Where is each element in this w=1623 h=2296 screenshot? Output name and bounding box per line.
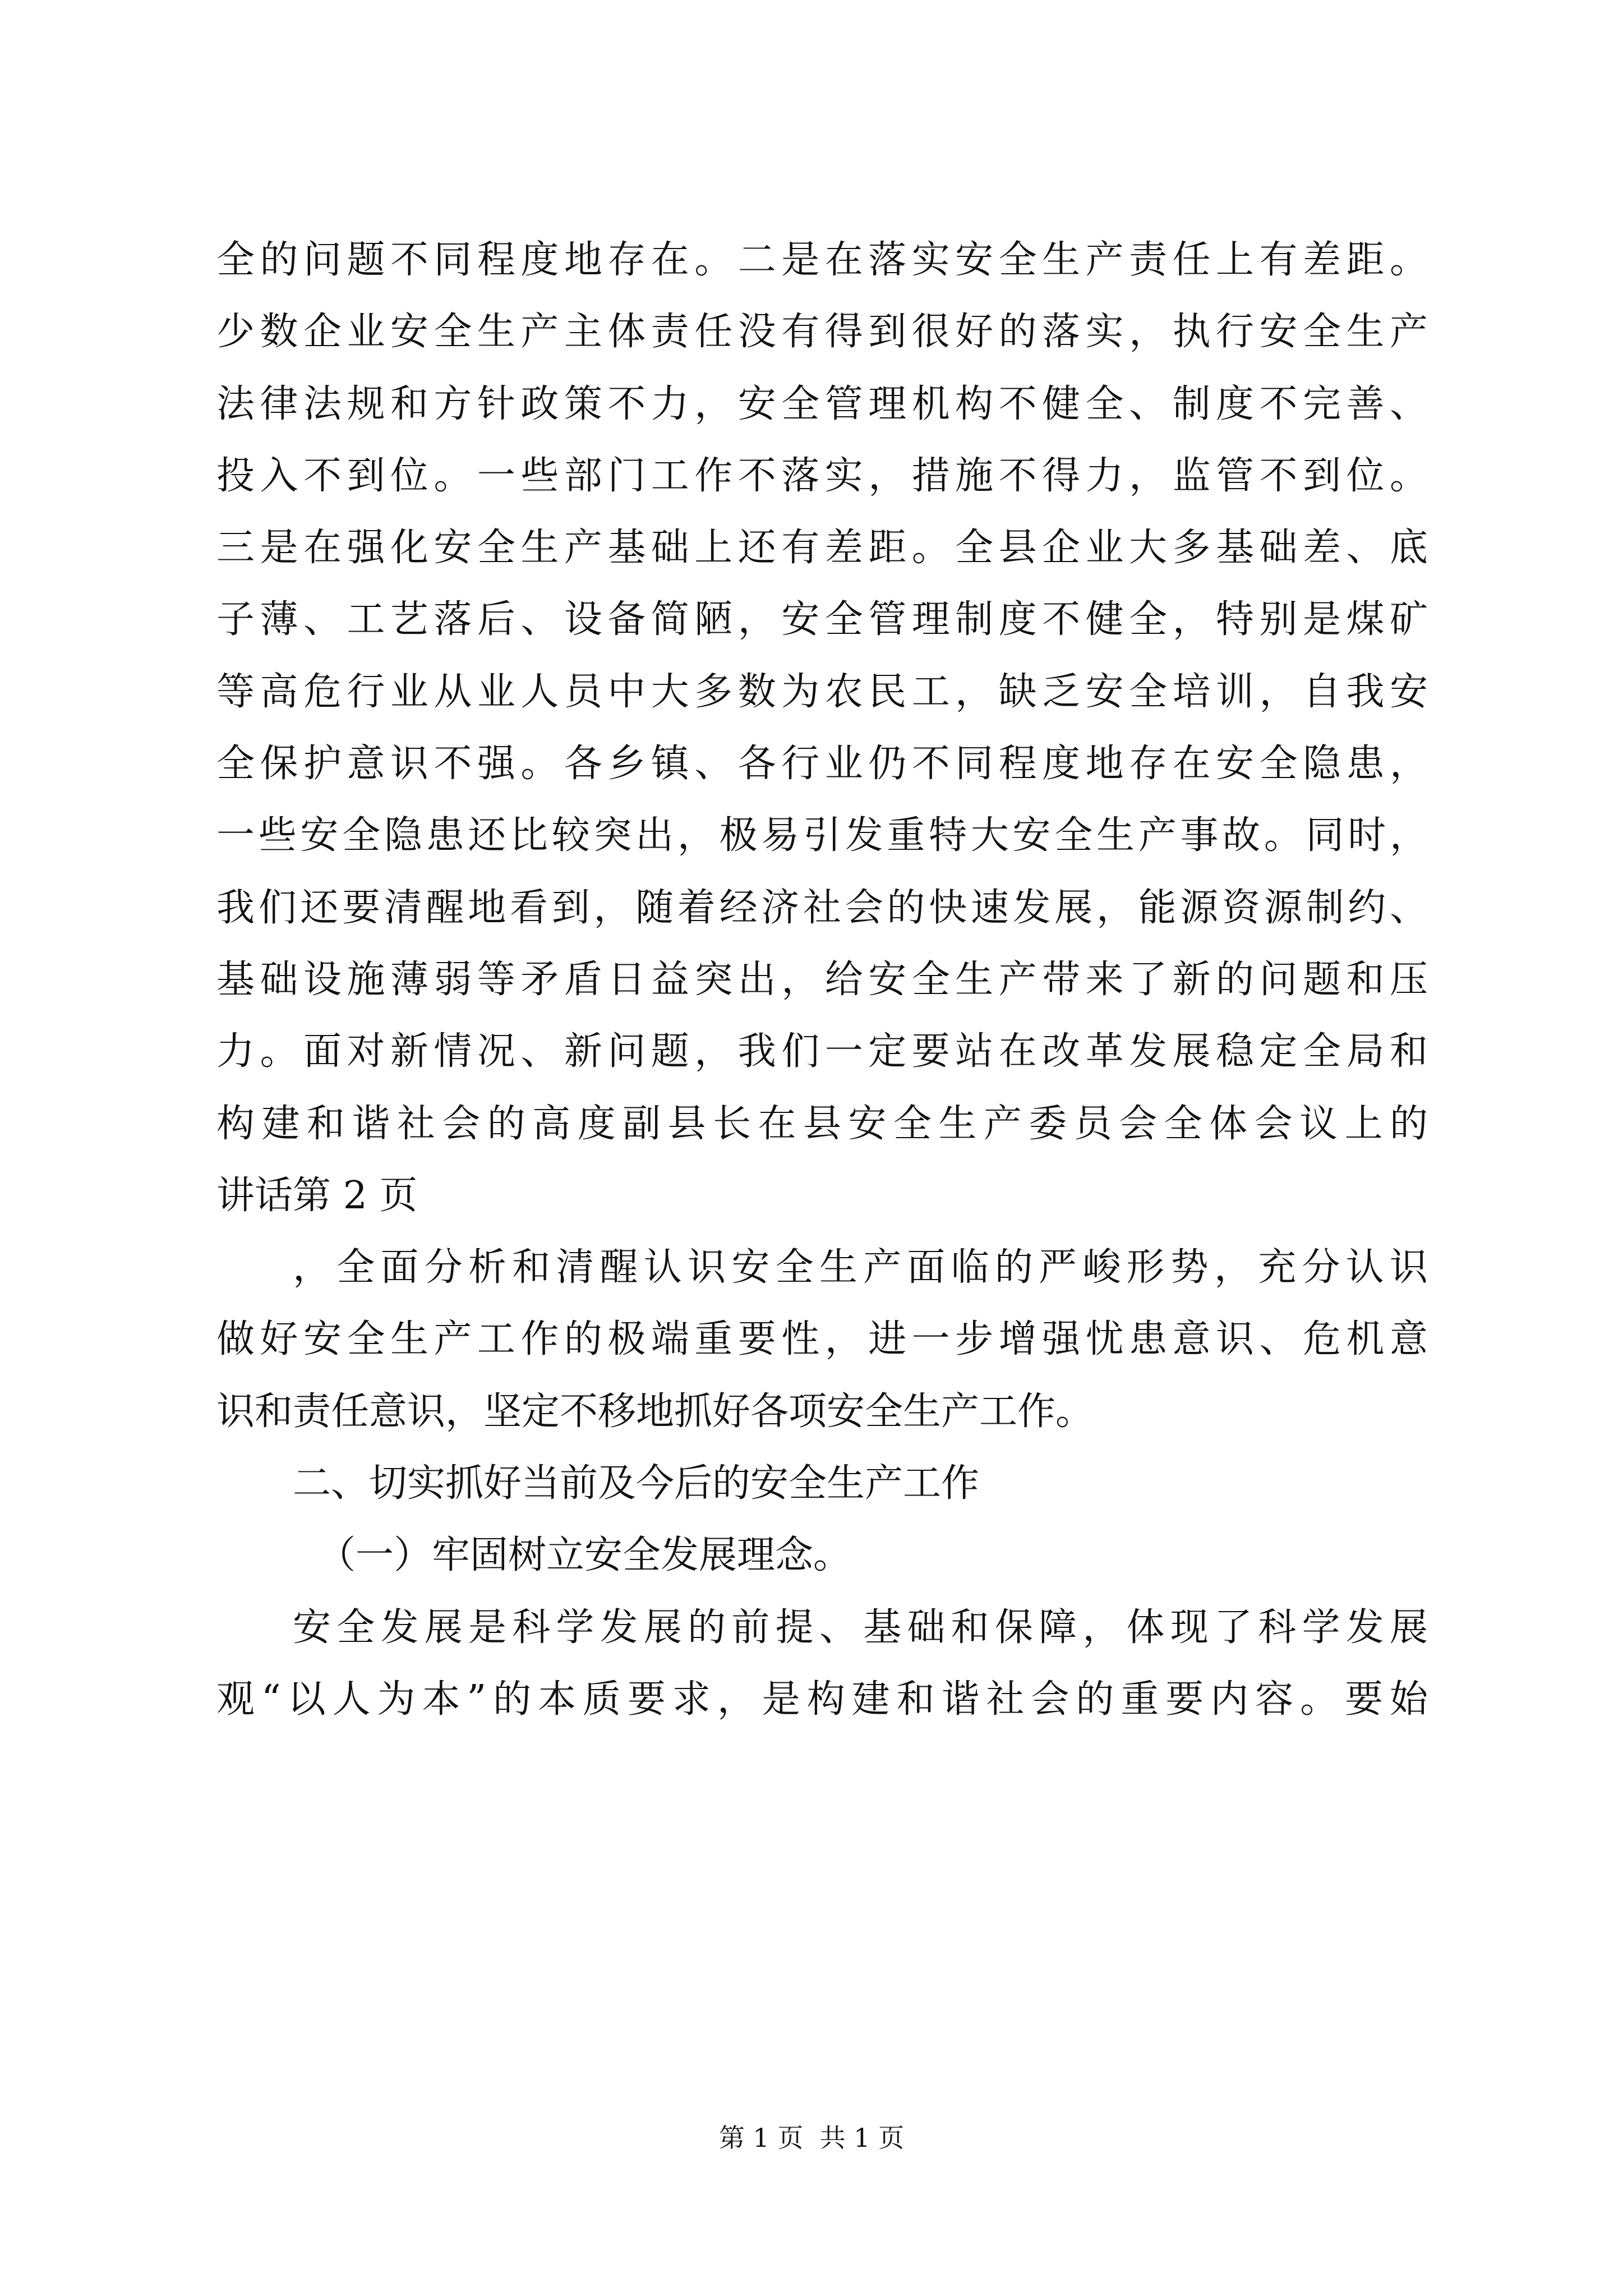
body-line: 我们还要清醒地看到，随着经济社会的快速发展，能源资源制约、 (216, 885, 1428, 930)
body-line: 少数企业安全生产主体责任没有得到很好的落实，执行安全生产 (216, 310, 1428, 355)
body-line: 做好安全生产工作的极端重要性，进一步增强忧患意识、危机意 (216, 1317, 1428, 1362)
body-line: 观“以人为本”的本质要求，是构建和谐社会的重要内容。要始 (216, 1677, 1428, 1722)
body-line: 基础设施薄弱等矛盾日益突出，给安全生产带来了新的问题和压 (216, 957, 1428, 1002)
body-line: 讲话第 2 页 (216, 1173, 418, 1218)
body-line: 投入不到位。一些部门工作不落实，措施不得力，监管不到位。 (216, 453, 1428, 498)
body-line: 全的问题不同程度地存在。二是在落实安全生产责任上有差距。 (216, 238, 1428, 282)
body-line: 识和责任意识，坚定不移地抓好各项安全生产工作。 (216, 1389, 1094, 1434)
subsection-heading: （一）牢固树立安全发展理念。 (317, 1533, 852, 1578)
body-line: 子薄、工艺落后、设备简陋，安全管理制度不健全，特别是煤矿 (216, 597, 1428, 642)
body-line: 法律法规和方针政策不力，安全管理机构不健全、制度不完善、 (216, 381, 1428, 426)
body-line: 安全发展是科学发展的前提、基础和保障，体现了科学发展 (293, 1605, 1428, 1650)
body-line: 一些安全隐患还比较突出，极易引发重特大安全生产事故。同时， (216, 813, 1428, 858)
body-line: 全保护意识不强。各乡镇、各行业仍不同程度地存在安全隐患， (216, 742, 1428, 786)
body-line: 力。面对新情况、新问题，我们一定要站在改革发展稳定全局和 (216, 1029, 1428, 1074)
body-line: 三是在强化安全生产基础上还有差距。全县企业大多基础差、底 (216, 526, 1428, 570)
section-heading: 二、切实抓好当前及今后的安全生产工作 (293, 1461, 980, 1506)
body-line: ，全面分析和清醒认识安全生产面临的严峻形势，充分认识 (293, 1245, 1428, 1290)
body-line: 等高危行业从业人员中大多数为农民工，缺乏安全培训，自我安 (216, 669, 1428, 714)
document-body (216, 224, 1428, 1736)
body-line: 构建和谐社会的高度副县长在县安全生产委员会全体会议上的 (216, 1101, 1428, 1146)
page-footer: 第 1 页 共 1 页 (718, 2123, 905, 2153)
